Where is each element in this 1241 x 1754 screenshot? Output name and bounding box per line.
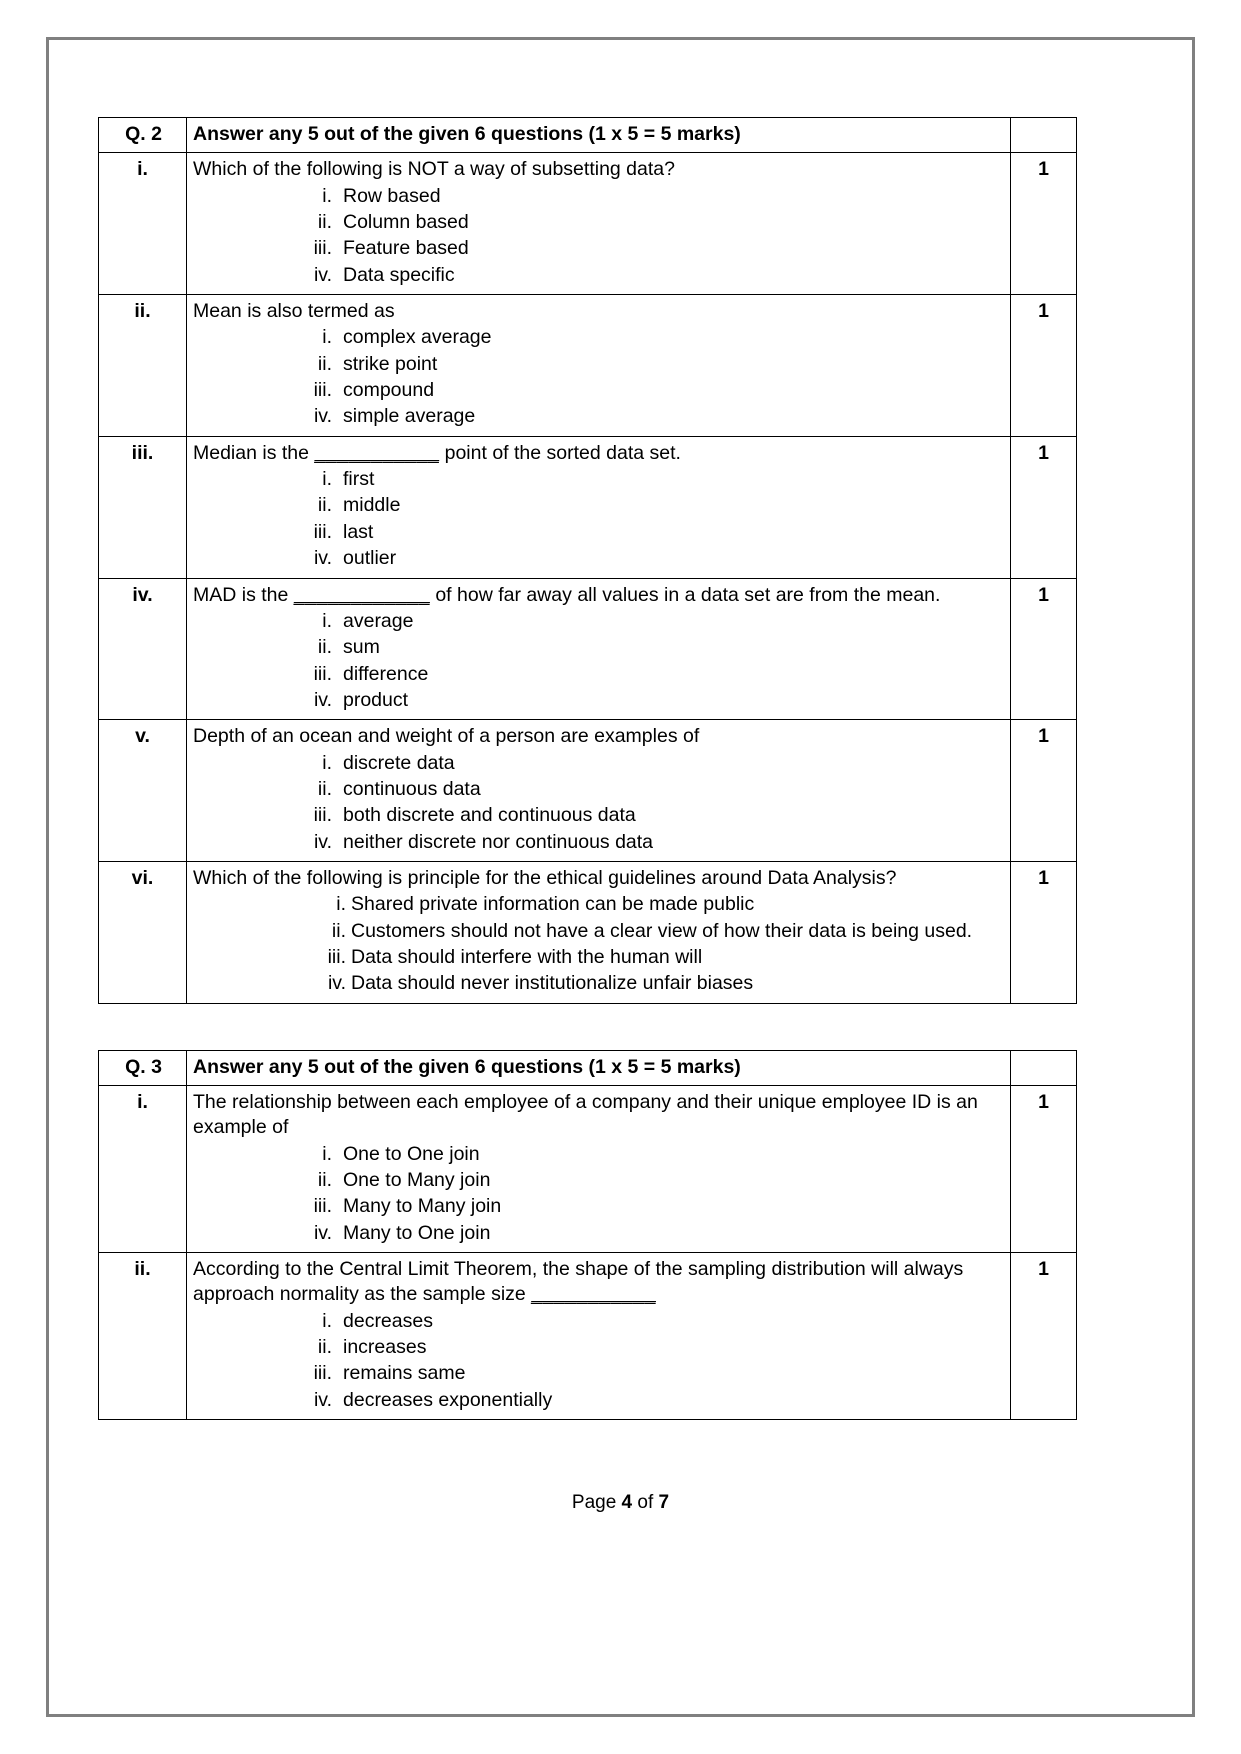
sub-question-number: i. xyxy=(99,153,187,295)
option-text: product xyxy=(343,688,409,711)
option-item[interactable] xyxy=(193,1194,1004,1219)
option-text: increases xyxy=(343,1336,427,1359)
option-item[interactable] xyxy=(193,1221,1004,1246)
option-text: One to One join xyxy=(343,1142,480,1165)
option-marker: iv. xyxy=(313,263,332,286)
table-row xyxy=(99,295,1077,437)
stem-text-after: of how far away all values in a data set are from the mean. xyxy=(429,583,941,606)
question-stem: Depth of an ocean and weight of a person are examples of xyxy=(193,725,700,748)
option-text: Feature based xyxy=(343,237,469,260)
option-list xyxy=(193,1309,1004,1413)
option-marker: ii. xyxy=(331,919,346,942)
stem-text-before: MAD is the xyxy=(193,583,294,606)
sub-question-number: iv. xyxy=(99,578,187,720)
question-cell xyxy=(187,1086,1011,1253)
option-marker: iv. xyxy=(313,547,332,570)
question-stem xyxy=(193,1257,1004,1308)
question-instruction: Answer any 5 out of the given 6 questions (1 x 5 = 5 marks) xyxy=(187,118,1011,153)
sub-question-number: iii. xyxy=(99,436,187,578)
option-text: last xyxy=(343,520,374,543)
option-marker: iii. xyxy=(327,945,346,968)
option-item[interactable] xyxy=(193,467,1004,492)
option-text: compound xyxy=(343,379,435,402)
option-item[interactable] xyxy=(193,662,1004,687)
option-item[interactable] xyxy=(193,546,1004,571)
option-item[interactable] xyxy=(193,1168,1004,1193)
option-marker: iv. xyxy=(313,1388,332,1411)
option-marker: i. xyxy=(322,609,332,632)
question-stem xyxy=(193,441,1004,466)
marks-value: 1 xyxy=(1011,153,1077,295)
option-item[interactable] xyxy=(193,688,1004,713)
sub-question-number: ii. xyxy=(99,1253,187,1420)
option-marker: iv. xyxy=(313,688,332,711)
table-header-row xyxy=(99,118,1077,153)
option-item[interactable] xyxy=(193,919,1004,944)
option-item[interactable] xyxy=(193,352,1004,377)
footer-middle: of xyxy=(632,1492,659,1513)
question-cell xyxy=(187,861,1011,1003)
sub-question-number: ii. xyxy=(99,295,187,437)
marks-value: 1 xyxy=(1011,1086,1077,1253)
sub-question-number: vi. xyxy=(99,861,187,1003)
option-list xyxy=(193,467,1004,571)
option-marker: i. xyxy=(336,893,346,916)
question-cell xyxy=(187,153,1011,295)
option-text: Shared private information can be made public xyxy=(351,893,755,916)
option-marker: iii. xyxy=(313,520,332,543)
option-marker: iii. xyxy=(313,662,332,685)
option-item[interactable] xyxy=(193,830,1004,855)
option-item[interactable] xyxy=(193,493,1004,518)
page-inner xyxy=(49,40,1192,1714)
option-marker: iv. xyxy=(313,830,332,853)
option-marker: iii. xyxy=(313,1195,332,1218)
option-marker: i. xyxy=(322,1309,332,1332)
table-header-row xyxy=(99,1050,1077,1085)
option-text: decreases xyxy=(343,1309,433,1332)
option-text: complex average xyxy=(343,326,492,349)
option-item[interactable] xyxy=(193,945,1004,970)
question-cell xyxy=(187,295,1011,437)
marks-value: 1 xyxy=(1011,861,1077,1003)
sub-question-number: i. xyxy=(99,1086,187,1253)
option-item[interactable] xyxy=(193,325,1004,350)
table-row xyxy=(99,1086,1077,1253)
option-marker: ii. xyxy=(317,1169,332,1192)
question-cell xyxy=(187,578,1011,720)
option-text: Data specific xyxy=(343,263,455,286)
question-table-q3 xyxy=(98,1050,1077,1420)
question-cell xyxy=(187,720,1011,862)
question-number: Q. 2 xyxy=(99,118,187,153)
marks-value: 1 xyxy=(1011,578,1077,720)
option-list xyxy=(193,1142,1004,1246)
page-footer xyxy=(49,1492,1192,1514)
option-item[interactable] xyxy=(193,1142,1004,1167)
table-row xyxy=(99,436,1077,578)
option-item[interactable] xyxy=(193,263,1004,288)
option-item[interactable] xyxy=(193,609,1004,634)
option-marker: iii. xyxy=(313,1362,332,1385)
table-row xyxy=(99,861,1077,1003)
option-marker: ii. xyxy=(317,777,332,800)
option-item[interactable] xyxy=(193,777,1004,802)
option-marker: iv. xyxy=(327,972,346,995)
option-marker: ii. xyxy=(317,352,332,375)
marks-value: 1 xyxy=(1011,295,1077,437)
option-item[interactable] xyxy=(193,210,1004,235)
option-marker: ii. xyxy=(317,636,332,659)
option-text: neither discrete nor continuous data xyxy=(343,830,654,853)
option-item[interactable] xyxy=(193,892,1004,917)
option-text: Column based xyxy=(343,211,469,234)
marks-value: 1 xyxy=(1011,720,1077,862)
option-item[interactable] xyxy=(193,1309,1004,1334)
option-item[interactable] xyxy=(193,184,1004,209)
option-text: Many to One join xyxy=(343,1221,491,1244)
option-marker: iv. xyxy=(313,1221,332,1244)
document-content xyxy=(98,117,1076,1420)
option-list xyxy=(193,325,1004,429)
option-marker: ii. xyxy=(317,494,332,517)
option-item[interactable] xyxy=(193,1335,1004,1360)
stem-text-before: According to the Central Limit Theorem, the shape of the sampling distribution will always approach normality as the sample size xyxy=(193,1258,964,1306)
question-cell xyxy=(187,1253,1011,1420)
question-table-q2 xyxy=(98,117,1077,1004)
option-marker: i. xyxy=(322,326,332,349)
option-marker: ii. xyxy=(317,211,332,234)
option-list xyxy=(193,609,1004,713)
option-text: difference xyxy=(343,662,429,685)
option-list xyxy=(193,892,1004,996)
table-row xyxy=(99,578,1077,720)
option-list xyxy=(193,751,1004,855)
option-text: outlier xyxy=(343,547,397,570)
question-stem: Mean is also termed as xyxy=(193,300,395,323)
option-item[interactable] xyxy=(193,1361,1004,1386)
fill-in-blank: ____________ xyxy=(293,583,430,606)
question-stem: The relationship between each employee of a company and their unique employee ID is an example of xyxy=(193,1091,978,1139)
option-marker: iv. xyxy=(313,405,332,428)
marks-header xyxy=(1011,118,1077,153)
option-text: both discrete and continuous data xyxy=(343,804,636,827)
option-item[interactable] xyxy=(193,803,1004,828)
option-text: Row based xyxy=(343,184,441,207)
fill-in-blank: ___________ xyxy=(314,441,440,464)
option-text: Data should never institutionalize unfair biases xyxy=(351,972,754,995)
option-text: Customers should not have a clear view of how their data is being used. xyxy=(351,919,973,942)
option-marker: i. xyxy=(322,1142,332,1165)
table-gap xyxy=(98,1004,1076,1050)
option-item[interactable] xyxy=(193,236,1004,261)
option-marker: iii. xyxy=(313,237,332,260)
option-marker: i. xyxy=(322,751,332,774)
question-stem: Which of the following is principle for the ethical guidelines around Data Analysis? xyxy=(193,866,897,889)
option-marker: ii. xyxy=(317,1336,332,1359)
option-text: strike point xyxy=(343,352,438,375)
fill-in-blank: ___________ xyxy=(531,1283,656,1306)
option-item[interactable] xyxy=(193,751,1004,776)
option-item[interactable] xyxy=(193,378,1004,403)
option-text: continuous data xyxy=(343,777,481,800)
option-text: average xyxy=(343,609,414,632)
marks-header xyxy=(1011,1050,1077,1085)
option-text: One to Many join xyxy=(343,1169,491,1192)
footer-total-pages: 7 xyxy=(658,1492,670,1513)
option-text: first xyxy=(343,468,375,491)
question-instruction: Answer any 5 out of the given 6 questions (1 x 5 = 5 marks) xyxy=(187,1050,1011,1085)
table-row xyxy=(99,153,1077,295)
option-marker: iii. xyxy=(313,379,332,402)
footer-prefix: Page xyxy=(571,1492,622,1513)
option-item[interactable] xyxy=(193,971,1004,996)
question-stem: Which of the following is NOT a way of subsetting data? xyxy=(193,158,675,181)
page-border xyxy=(46,37,1195,1717)
marks-value: 1 xyxy=(1011,436,1077,578)
footer-current-page: 4 xyxy=(621,1492,633,1513)
stem-text-before: Median is the xyxy=(193,441,315,464)
sub-question-number: v. xyxy=(99,720,187,862)
option-text: decreases exponentially xyxy=(343,1388,553,1411)
marks-value: 1 xyxy=(1011,1253,1077,1420)
table-row xyxy=(99,720,1077,862)
option-text: remains same xyxy=(343,1362,466,1385)
question-number: Q. 3 xyxy=(99,1050,187,1085)
option-marker: iii. xyxy=(313,804,332,827)
option-item[interactable] xyxy=(193,1388,1004,1413)
table-row xyxy=(99,1253,1077,1420)
stem-text-after: point of the sorted data set. xyxy=(439,441,681,464)
option-text: Many to Many join xyxy=(343,1195,502,1218)
option-marker: i. xyxy=(322,184,332,207)
option-text: middle xyxy=(343,494,401,517)
option-marker: i. xyxy=(322,468,332,491)
option-item[interactable] xyxy=(193,404,1004,429)
option-item[interactable] xyxy=(193,635,1004,660)
option-item[interactable] xyxy=(193,520,1004,545)
option-text: discrete data xyxy=(343,751,455,774)
option-text: simple average xyxy=(343,405,476,428)
option-text: Data should interfere with the human will xyxy=(351,945,703,968)
question-cell xyxy=(187,436,1011,578)
question-stem xyxy=(193,583,1004,608)
option-text: sum xyxy=(343,636,380,659)
question-tables xyxy=(98,117,1076,1420)
option-list xyxy=(193,184,1004,288)
